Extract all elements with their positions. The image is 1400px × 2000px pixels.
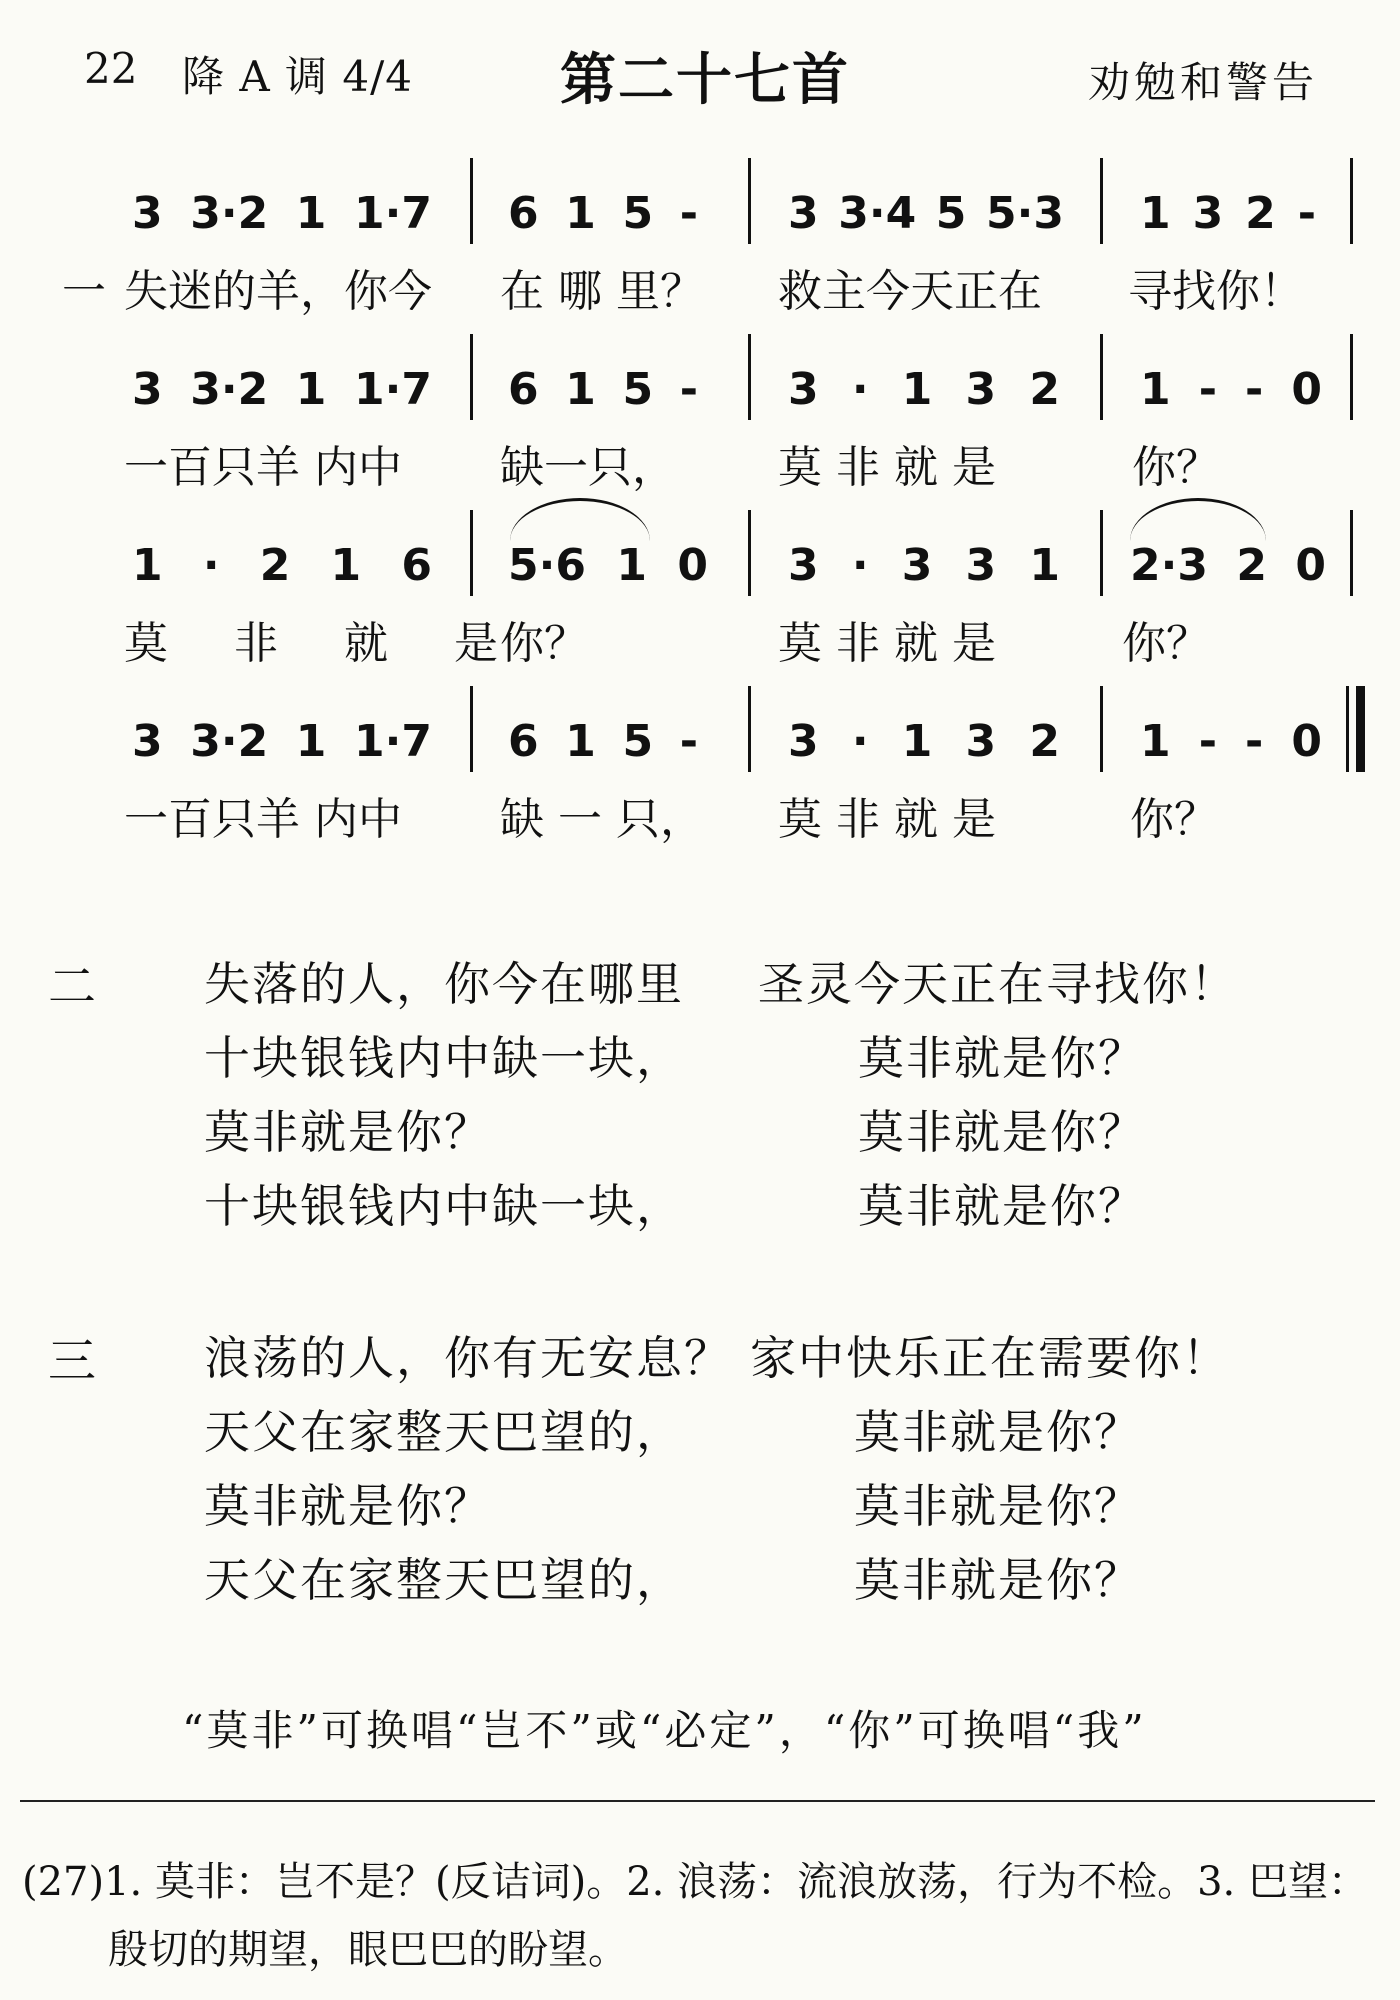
page-number: 22	[84, 44, 138, 93]
barline	[1350, 158, 1353, 244]
slur-mark	[510, 498, 650, 541]
barline	[748, 686, 751, 772]
verse-line: 十块银钱内中缺一块，	[204, 1031, 684, 1085]
lyric: 失迷的羊，你今	[124, 266, 432, 317]
lyric: 寻找你！	[1128, 266, 1304, 317]
notation-measure: 3 3·2 1 1·7	[132, 364, 432, 415]
footnote-line: (27)1. 莫非：岂不是？(反诘词)。2. 浪荡：流浪放荡，行为不检。3. 巴望：	[22, 1859, 1368, 1905]
lyric: 一百只羊 内中	[124, 442, 402, 493]
divider	[20, 1800, 1375, 1802]
lyric: 莫 非 就 是	[778, 618, 996, 669]
barline	[1100, 334, 1103, 420]
barline	[470, 510, 473, 596]
barline	[470, 334, 473, 420]
footnote-line: 殷切的期望，眼巴巴的盼望。	[108, 1927, 628, 1973]
barline	[1350, 510, 1353, 596]
notation-measure: 5·6 1 0	[508, 540, 708, 591]
final-barline	[1356, 686, 1365, 772]
lyric: 缺一只，	[500, 442, 676, 493]
notation-measure: 3 · 1 3 2	[788, 364, 1060, 415]
verse-line: 莫非就是你？	[858, 1179, 1146, 1233]
lyric: 一百只羊 内中	[124, 794, 402, 845]
verse-line: 莫非就是你？	[854, 1479, 1142, 1533]
notation-measure: 3 · 3 3 1	[788, 540, 1060, 591]
lyric: 你？	[1130, 794, 1218, 845]
barline	[748, 334, 751, 420]
slur-mark	[1130, 498, 1266, 541]
lyric: 莫 非 就 是	[778, 794, 996, 845]
notation-measure: 3 · 1 3 2	[788, 716, 1060, 767]
barline	[470, 158, 473, 244]
notation-measure: 6 1 5 -	[508, 188, 698, 239]
barline	[748, 158, 751, 244]
lyric: 你？	[1122, 618, 1210, 669]
verse-line: 十块银钱内中缺一块，	[204, 1179, 684, 1233]
barline	[1100, 686, 1103, 772]
barline	[1346, 686, 1349, 772]
verse-line: 失落的人，你今在哪里	[204, 957, 684, 1011]
lyric: 缺 一 只，	[500, 794, 704, 845]
verse-line: 天父在家整天巴望的，	[204, 1405, 684, 1459]
lyric: 救主今天正在	[778, 266, 1042, 317]
verse-line: 莫非就是你？	[854, 1405, 1142, 1459]
notation-measure: 1 3 2 -	[1140, 188, 1316, 239]
notation-measure: 1 · 2 1 6	[132, 540, 432, 591]
lyric: 你？	[1132, 442, 1220, 493]
verse-line: 莫非就是你？	[204, 1479, 492, 1533]
lyric: 莫 非 就 是	[778, 442, 996, 493]
barline	[748, 510, 751, 596]
verse-line: 莫非就是你？	[204, 1105, 492, 1159]
barline	[1100, 158, 1103, 244]
notation-measure: 3 3·2 1 1·7	[132, 188, 432, 239]
notation-measure: 6 1 5 -	[508, 364, 698, 415]
singing-note: “莫非”可换唱“岂不”或“必定”，“你”可换唱“我”	[182, 1706, 1147, 1755]
hymn-title: 第二十七首	[560, 47, 850, 113]
verse-number: 二	[48, 959, 97, 1015]
lyric: 莫 非 就 是	[124, 618, 524, 669]
verse-line: 圣灵今天正在寻找你！	[758, 957, 1238, 1011]
verse-line: 莫非就是你？	[858, 1031, 1146, 1085]
lyric: 你？	[500, 618, 588, 669]
notation-measure: 3 3·4 5 5·3	[788, 188, 1064, 239]
verse-line: 莫非就是你？	[854, 1553, 1142, 1607]
verse-line: 家中快乐正在需要你！	[750, 1331, 1230, 1385]
notation-measure: 3 3·2 1 1·7	[132, 716, 432, 767]
key-signature: 降 A 调 4/4	[182, 52, 413, 101]
lyric: 在 哪 里？	[500, 266, 704, 317]
verse-line: 莫非就是你？	[858, 1105, 1146, 1159]
barline	[1100, 510, 1103, 596]
verse-number: 三	[48, 1333, 97, 1389]
notation-measure: 1 - - 0	[1140, 364, 1322, 415]
barline	[470, 686, 473, 772]
barline	[1350, 334, 1353, 420]
verse-line: 浪荡的人，你有无安息？	[204, 1331, 732, 1385]
notation-measure: 2·3 2 0	[1130, 540, 1326, 591]
verse-number: 一	[62, 266, 106, 317]
hymn-category: 劝勉和警告	[1088, 58, 1319, 107]
notation-measure: 1 - - 0	[1140, 716, 1322, 767]
notation-measure: 6 1 5 -	[508, 716, 698, 767]
verse-line: 天父在家整天巴望的，	[204, 1553, 684, 1607]
